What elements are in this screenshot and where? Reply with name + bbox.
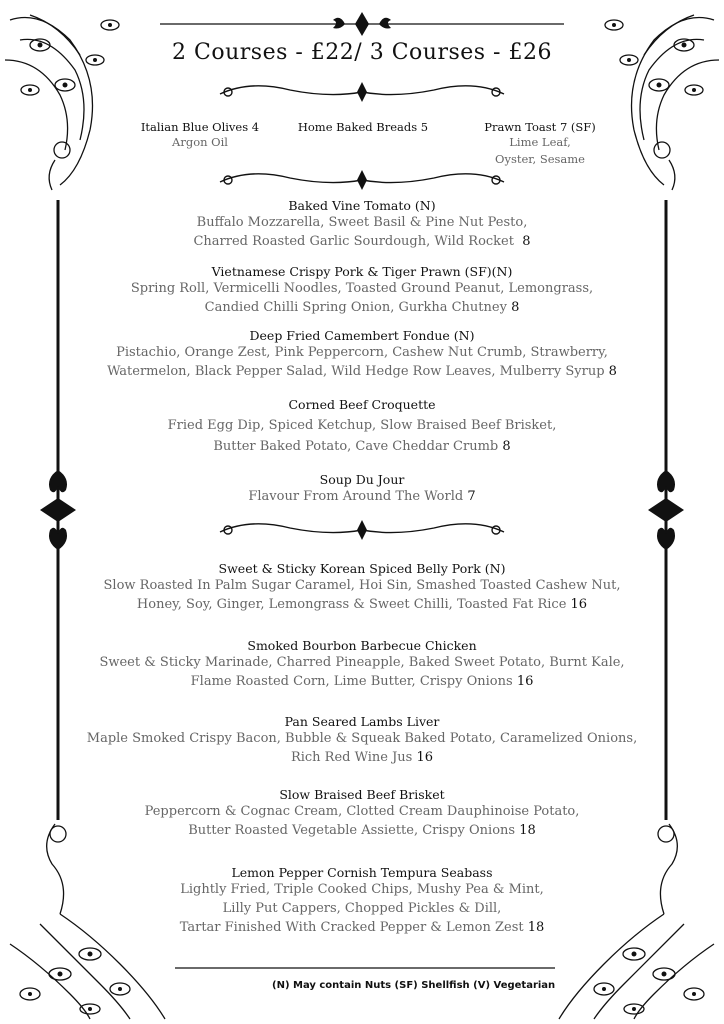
nibble-desc: Lime Leaf,: [509, 135, 571, 149]
dish-title: Slow Braised Beef Brisket: [279, 787, 445, 802]
dish-title: Vietnamese Crispy Pork & Tiger Prawn (SF)(N): [211, 264, 513, 279]
nibble-desc: Oyster, Sesame: [495, 152, 585, 166]
dish-price: 16: [570, 597, 588, 612]
dish-price: 18: [519, 823, 536, 838]
dish-desc-line: Honey, Soy, Ginger, Lemongrass & Sweet Chilli, Toasted Fat Rice: [136, 597, 567, 612]
dish-desc-line: Peppercorn & Cognac Cream, Clotted Cream Dauphinoise Potato,: [144, 804, 580, 819]
dish-title: Smoked Bourbon Barbecue Chicken: [247, 638, 477, 653]
dish-desc-line: Candied Chilli Spring Onion, Gurkha Chutney: [204, 300, 507, 315]
nibble-desc: Argon Oil: [172, 135, 228, 149]
dish-desc-line: Slow Roasted In Palm Sugar Caramel, Hoi Sin, Smashed Toasted Cashew Nut,: [103, 578, 621, 593]
nibble-item: [288, 120, 438, 134]
dish-desc-line: Flavour From Around The World: [248, 489, 464, 504]
menu-item: [0, 865, 724, 937]
dish-title: Corned Beef Croquette: [288, 397, 436, 412]
peacock-illustration-top-right: [574, 0, 724, 200]
dish-price: 8: [522, 234, 531, 249]
dish-desc-line: Maple Smoked Crispy Bacon, Bubble & Squeak Baked Potato, Caramelized Onions,: [86, 731, 638, 746]
mains-divider: [0, 516, 724, 546]
dish-title: Deep Fried Camembert Fondue (N): [249, 328, 475, 343]
dish-desc-line: Pistachio, Orange Zest, Pink Peppercorn, Cashew Nut Crumb, Strawberry,: [116, 345, 608, 360]
nibble-name: Italian Blue Olives 4: [140, 120, 260, 134]
dish-price: 8: [608, 364, 617, 379]
dish-desc-line: Butter Roasted Vegetable Assiette, Crispy Onions: [188, 823, 516, 838]
menu-item: [0, 561, 724, 614]
menu-item: [0, 714, 724, 767]
nibble-item: [470, 120, 610, 168]
dish-desc-line: Watermelon, Black Pepper Salad, Wild Hedge Row Leaves, Mulberry Syrup: [107, 364, 605, 379]
dish-price: 8: [502, 439, 511, 454]
dish-title: Lemon Pepper Cornish Tempura Seabass: [231, 865, 493, 880]
dish-desc-line: Buffalo Mozzarella, Sweet Basil & Pine Nut Pesto,: [196, 215, 528, 230]
menu-item: [0, 397, 724, 456]
allergen-note: (N) May contain Nuts (SF) Shellfish (V) Vegetarian: [272, 980, 556, 991]
nibble-name: Home Baked Breads 5: [297, 120, 429, 134]
dish-price: 18: [527, 920, 545, 935]
nibble-item: [130, 120, 270, 151]
dish-price: 16: [516, 674, 534, 689]
dish-desc-line: Lightly Fried, Triple Cooked Chips, Mushy Pea & Mint,: [180, 882, 544, 897]
menu-item: [0, 198, 724, 251]
dish-desc-line: Fried Egg Dip, Spiced Ketchup, Slow Braised Beef Brisket,: [167, 418, 557, 433]
nibble-name: Prawn Toast 7 (SF): [484, 120, 596, 134]
dish-price: 16: [416, 750, 434, 765]
dish-desc-line: Flame Roasted Corn, Lime Butter, Crispy Onions: [190, 674, 513, 689]
dish-price: 7: [467, 489, 476, 504]
menu-item: [0, 264, 724, 317]
menu-item: [0, 328, 724, 381]
peacock-illustration-top-left: [0, 0, 150, 200]
dish-desc-line: Rich Red Wine Jus: [290, 750, 413, 765]
menu-item: [0, 472, 724, 506]
dish-title: Baked Vine Tomato (N): [288, 198, 436, 213]
dish-title: Soup Du Jour: [319, 472, 405, 487]
dish-desc-line: Lilly Put Cappers, Chopped Pickles & Dill,: [222, 901, 502, 916]
dish-price: 8: [511, 300, 520, 315]
dish-desc-line: Butter Baked Potato, Cave Cheddar Crumb: [213, 439, 499, 454]
dish-title: Sweet & Sticky Korean Spiced Belly Pork (N): [218, 561, 506, 576]
dish-desc-line: Charred Roasted Garlic Sourdough, Wild Rocket: [193, 234, 514, 249]
dish-title: Pan Seared Lambs Liver: [284, 714, 440, 729]
dish-desc-line: Tartar Finished With Cracked Pepper & Lemon Zest: [179, 920, 524, 935]
menu-title: 2 Courses - £22/ 3 Courses - £26: [172, 40, 552, 65]
dish-desc-line: Sweet & Sticky Marinade, Charred Pineapple, Baked Sweet Potato, Burnt Kale,: [99, 655, 625, 670]
menu-item: [0, 787, 724, 840]
menu-item: [0, 638, 724, 691]
dish-desc-line: Spring Roll, Vermicelli Noodles, Toasted Ground Peanut, Lemongrass,: [130, 281, 594, 296]
